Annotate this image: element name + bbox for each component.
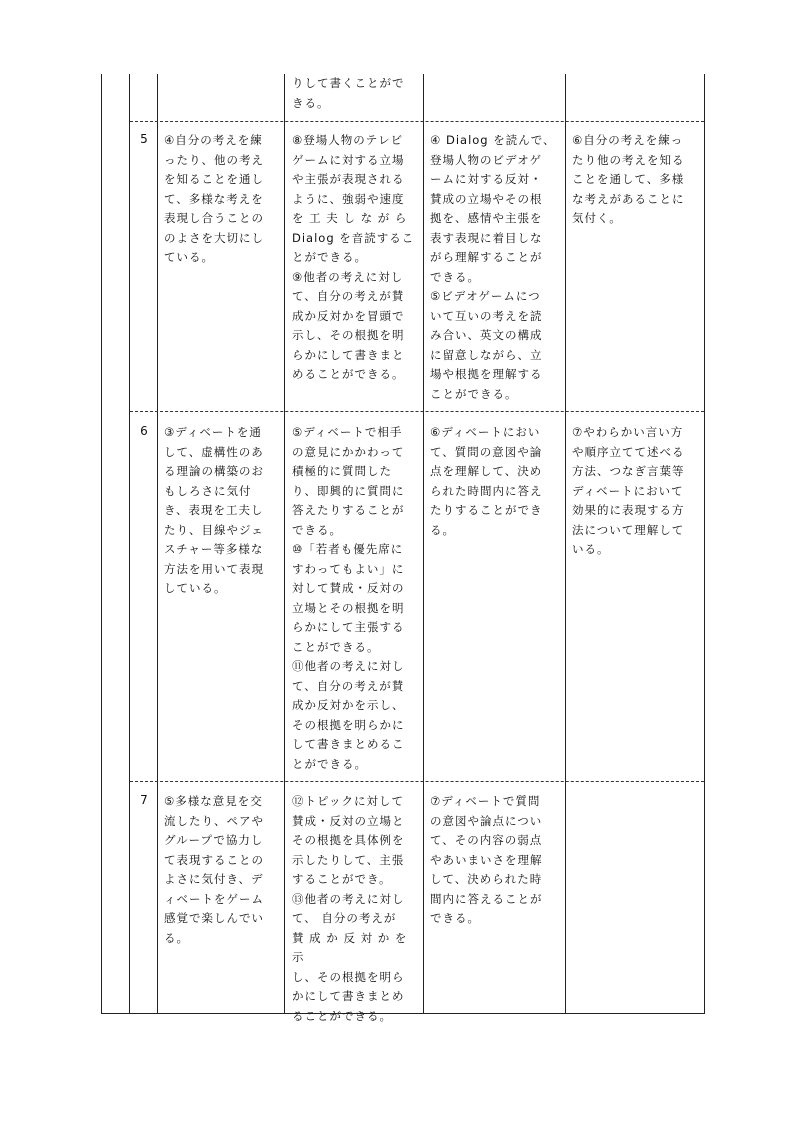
row-number: 7 [140, 793, 148, 807]
column-divider [565, 74, 566, 1013]
row-number: 5 [140, 132, 148, 146]
table-cell: ③ディベートを通 して、虚構性のあ る理論の構築のお もしろさに気付 き、表現を工夫し たり、目線やジェ スチャー等多様な 方法を用いて表現 している。 [164, 425, 264, 595]
row-separator [130, 121, 704, 122]
row-number: 6 [140, 424, 148, 438]
table-cell: ④ Dialog を読んで、 登場人物のビデオゲ ームに対する反対・ 賛成の立場やその根 拠を、感情や主張を 表す表現に着目しな がら理解することが できる。 ⑤ビデオゲームにつ いて互いの考えを読 み合い、英文の構成 に留意しながら、立 場や根拠を理解する ことができる。 [430, 133, 556, 401]
evaluation-table [101, 74, 705, 1023]
table-cell: ⑤ディベートで相手 の意見にかかわって 積極的に質問した り、即興的に質問に 答えたりすることが できる。 ⑩「若者も優先席に すわってもよい」に 対して賛成・反対の 立場とその根拠を明 らかにして主張する ことができる。 ⑪他者の考えに対し て、自分の考えが賛 成か反対かを示し、 その根拠を明らかに して書きまとめるこ とができる。 [292, 425, 405, 771]
column-divider [157, 74, 158, 1013]
table-cell: ⑦ディベートで質問 の意図や論点につい て、その内容の弱点 やあいまいさを理解 して、決められた時 間内に答えることが できる。 [430, 794, 543, 925]
column-divider [284, 74, 285, 1013]
table-cell: ⑧登場人物のテレビ ゲームに対する立場 や主張が表現される ように、強弱や速度 を 工 夫 し な が ら Dialog を音読するこ とができる。 ⑨他者の考えに対し て、自分の考えが賛 成か反対かを冒頭で 示し、その根拠を明 らかにして書きまと めることができる。 [292, 133, 415, 381]
table-cell: ⑥自分の考えを練っ たり他の考えを知る ことを通して、多様 な考えがあることに 気付く。 [572, 133, 685, 225]
column-divider [423, 74, 424, 1013]
table-cell: ④自分の考えを練 ったり、他の考え を知ることを通し て、多様な考えを 表現し合うことの のよさを大切にし ている。 [164, 133, 264, 264]
row-separator [130, 411, 704, 412]
table-cell: ⑦やわらかい言い方 や順序立てて述べる 方法、つなぎ言葉等 ディベートにおいて 効果的に表現する方 法について理解して いる。 [572, 425, 685, 556]
table-cell: りして書くことがで きる。 [292, 76, 405, 110]
column-divider [129, 74, 130, 1013]
table-cell: ⑤多様な意見を交 流したり、ペアや グループで協力し て表現することの よさに気付き、デ ィベートをゲーム 感覚で楽しんでい る。 [164, 794, 264, 945]
row-separator [130, 781, 704, 782]
table-cell: ⑥ディベートにおい て、質問の意図や論 点を理解して、決め られた時間内に答え たりすることができ る。 [430, 425, 543, 537]
table-cell: ⑫トピックに対して 賛成・反対の立場と その根拠を具体例を 示したりして、主張 することができ。 ⑬他者の考えに対し て、 自分の考えが 賛 成 か 反 対 か を 示 し、その根拠を明ら かにして書きまとめ ることができる。 [292, 794, 408, 1023]
